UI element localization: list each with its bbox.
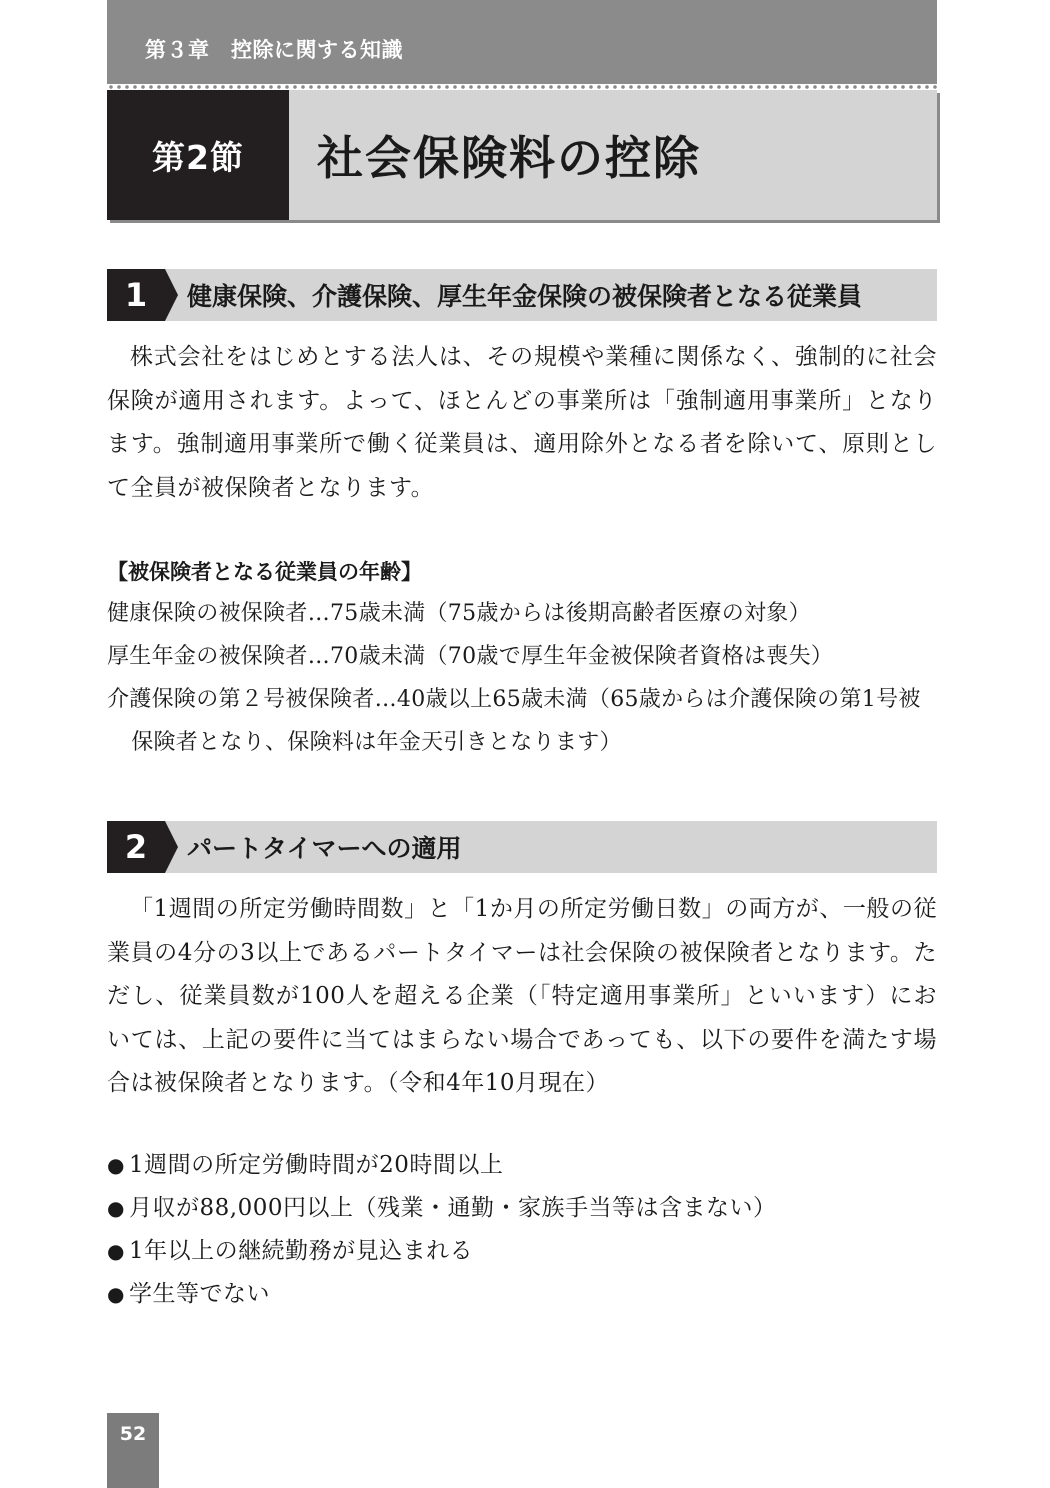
section-1-paragraph: 株式会社をはじめとする法人は、その規模や業種に関係なく、強制的に社会保険が適用されます。よって、ほとんどの事業所は「強制適用事業所」となります。強制適用事業所で働く従業員は、適用除外となる者を除いて、原則として全員が被保険者となります。 [107,344,937,501]
subsection-heading-1 [107,269,937,321]
age-list [107,592,942,764]
list-item [107,1230,937,1273]
subsection-title: 健康保険、介護保険、厚生年金保険の被保険者となる従業員 [187,282,863,311]
section-number: 第2節 [107,90,289,220]
requirement-text: 月収が88,000円以上（残業・通勤・家族手当等は含まない） [129,1195,777,1221]
age-box-heading: 【被保険者となる従業員の年齢】 [107,560,422,584]
bullet-icon: ● [107,1239,125,1263]
bullet-icon: ● [107,1196,125,1220]
bullet-icon: ● [107,1153,125,1177]
requirement-text: 学生等でない [129,1281,270,1307]
section-header [107,90,937,220]
list-item: 厚生年金の被保険者…70歳未満（70歳で厚生年金被保険者資格は喪失） [107,644,834,669]
page-number: 52 [107,1413,159,1488]
requirement-text: 1年以上の継続勤務が見込まれる [129,1238,474,1264]
chapter-label: 第３章 控除に関する知識 [145,38,403,62]
subsection-number: 2 [107,821,165,873]
section-title: 社会保険料の控除 [317,131,701,185]
list-item: 健康保険の被保険者…75歳未満（75歳からは後期高齢者医療の対象） [107,601,811,626]
list-item [107,1273,937,1316]
requirement-text: 1週間の所定労働時間が20時間以上 [129,1152,504,1178]
subsection-number: 1 [107,269,165,321]
subsection-title: パートタイマーへの適用 [187,834,462,863]
list-item: 介護保険の第２号被保険者…40歳以上65歳未満（65歳からは介護保険の第1号被保険者となり、保険料は年金天引きとなります） [107,687,921,755]
section-2-paragraph: 「1週間の所定労働時間数」と「1か月の所定労働日数」の両方が、一般の従業員の4分の3以上であるパートタイマーは社会保険の被保険者となります。ただし、従業員数が100人を超える企業（「特定適用事業所」といいます）においては、上記の要件に当てはまらない場合であっても、以下の要件を満たす場合は被保険者となります。（令和4年10月現在） [107,896,937,1096]
requirements-list [107,1144,937,1316]
list-item [107,1144,937,1187]
chapter-header-bar [107,0,937,84]
subsection-heading-2 [107,821,937,873]
list-item [107,1187,937,1230]
bullet-icon: ● [107,1282,125,1306]
